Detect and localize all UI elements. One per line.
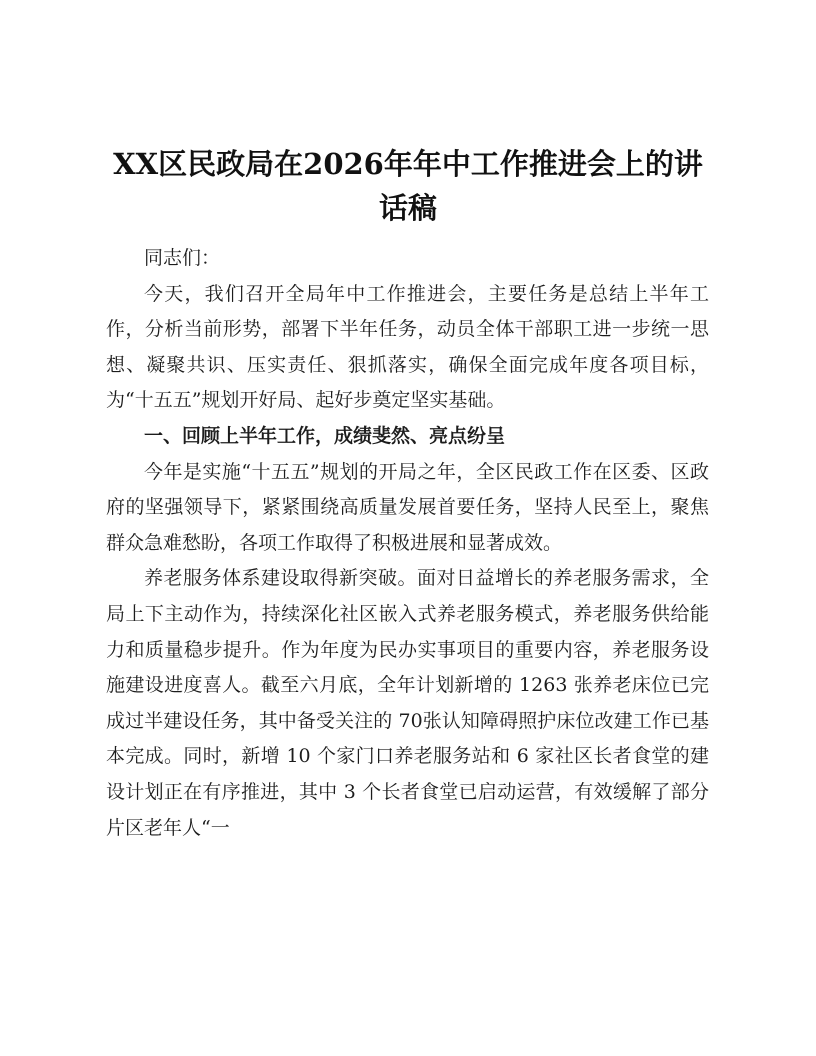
section-paragraph-1: 今年是实施“十五五”规划的开局之年，全区民政工作在区委、区政府的坚强领导下，紧紧围绕高质量发展首要任务，坚持人民至上，聚焦群众急难愁盼，各项工作取得了积极进展和显著成效。 [106, 460, 709, 554]
document-title: XX区民政局在2026年年中工作推进会上的讲话稿 [113, 147, 703, 225]
section-heading: 一、回顾上半年工作，成绩斐然、亮点纷呈 [144, 424, 506, 447]
salutation: 同志们： [144, 247, 221, 269]
opening-paragraph: 今天，我们召开全局年中工作推进会，主要任务是总结上半年工作，分析当前形势，部署下半年任务，动员全体干部职工进一步统一思想、凝聚共识、压实责任、狠抓落实，确保全面完成年度各项目标，为“十五五”规划开好局、起好步奠定坚实基础。 [106, 282, 709, 412]
section-paragraph-2: 养老服务体系建设取得新突破。面对日益增长的养老服务需求，全局上下主动作为，持续深化社区嵌入式养老服务模式，养老服务供给能力和质量稳步提升。作为年度为民办实事项目的重要内容，养老服务设施建设进度喜人。截至六月底，全年计划新增的 1263 张养老床位已完成过半建设任务，其中备受关注的 70张认知障碍照护床位改建工作已基本完成。同时，新增 10 个家门口养老服务站和 6 家社区长者食堂的建设计划正在有序推进，其中 3 个长者食堂已启动运营，有效缓解了部分片区老年人“一 [106, 567, 709, 839]
document-body [106, 241, 709, 846]
